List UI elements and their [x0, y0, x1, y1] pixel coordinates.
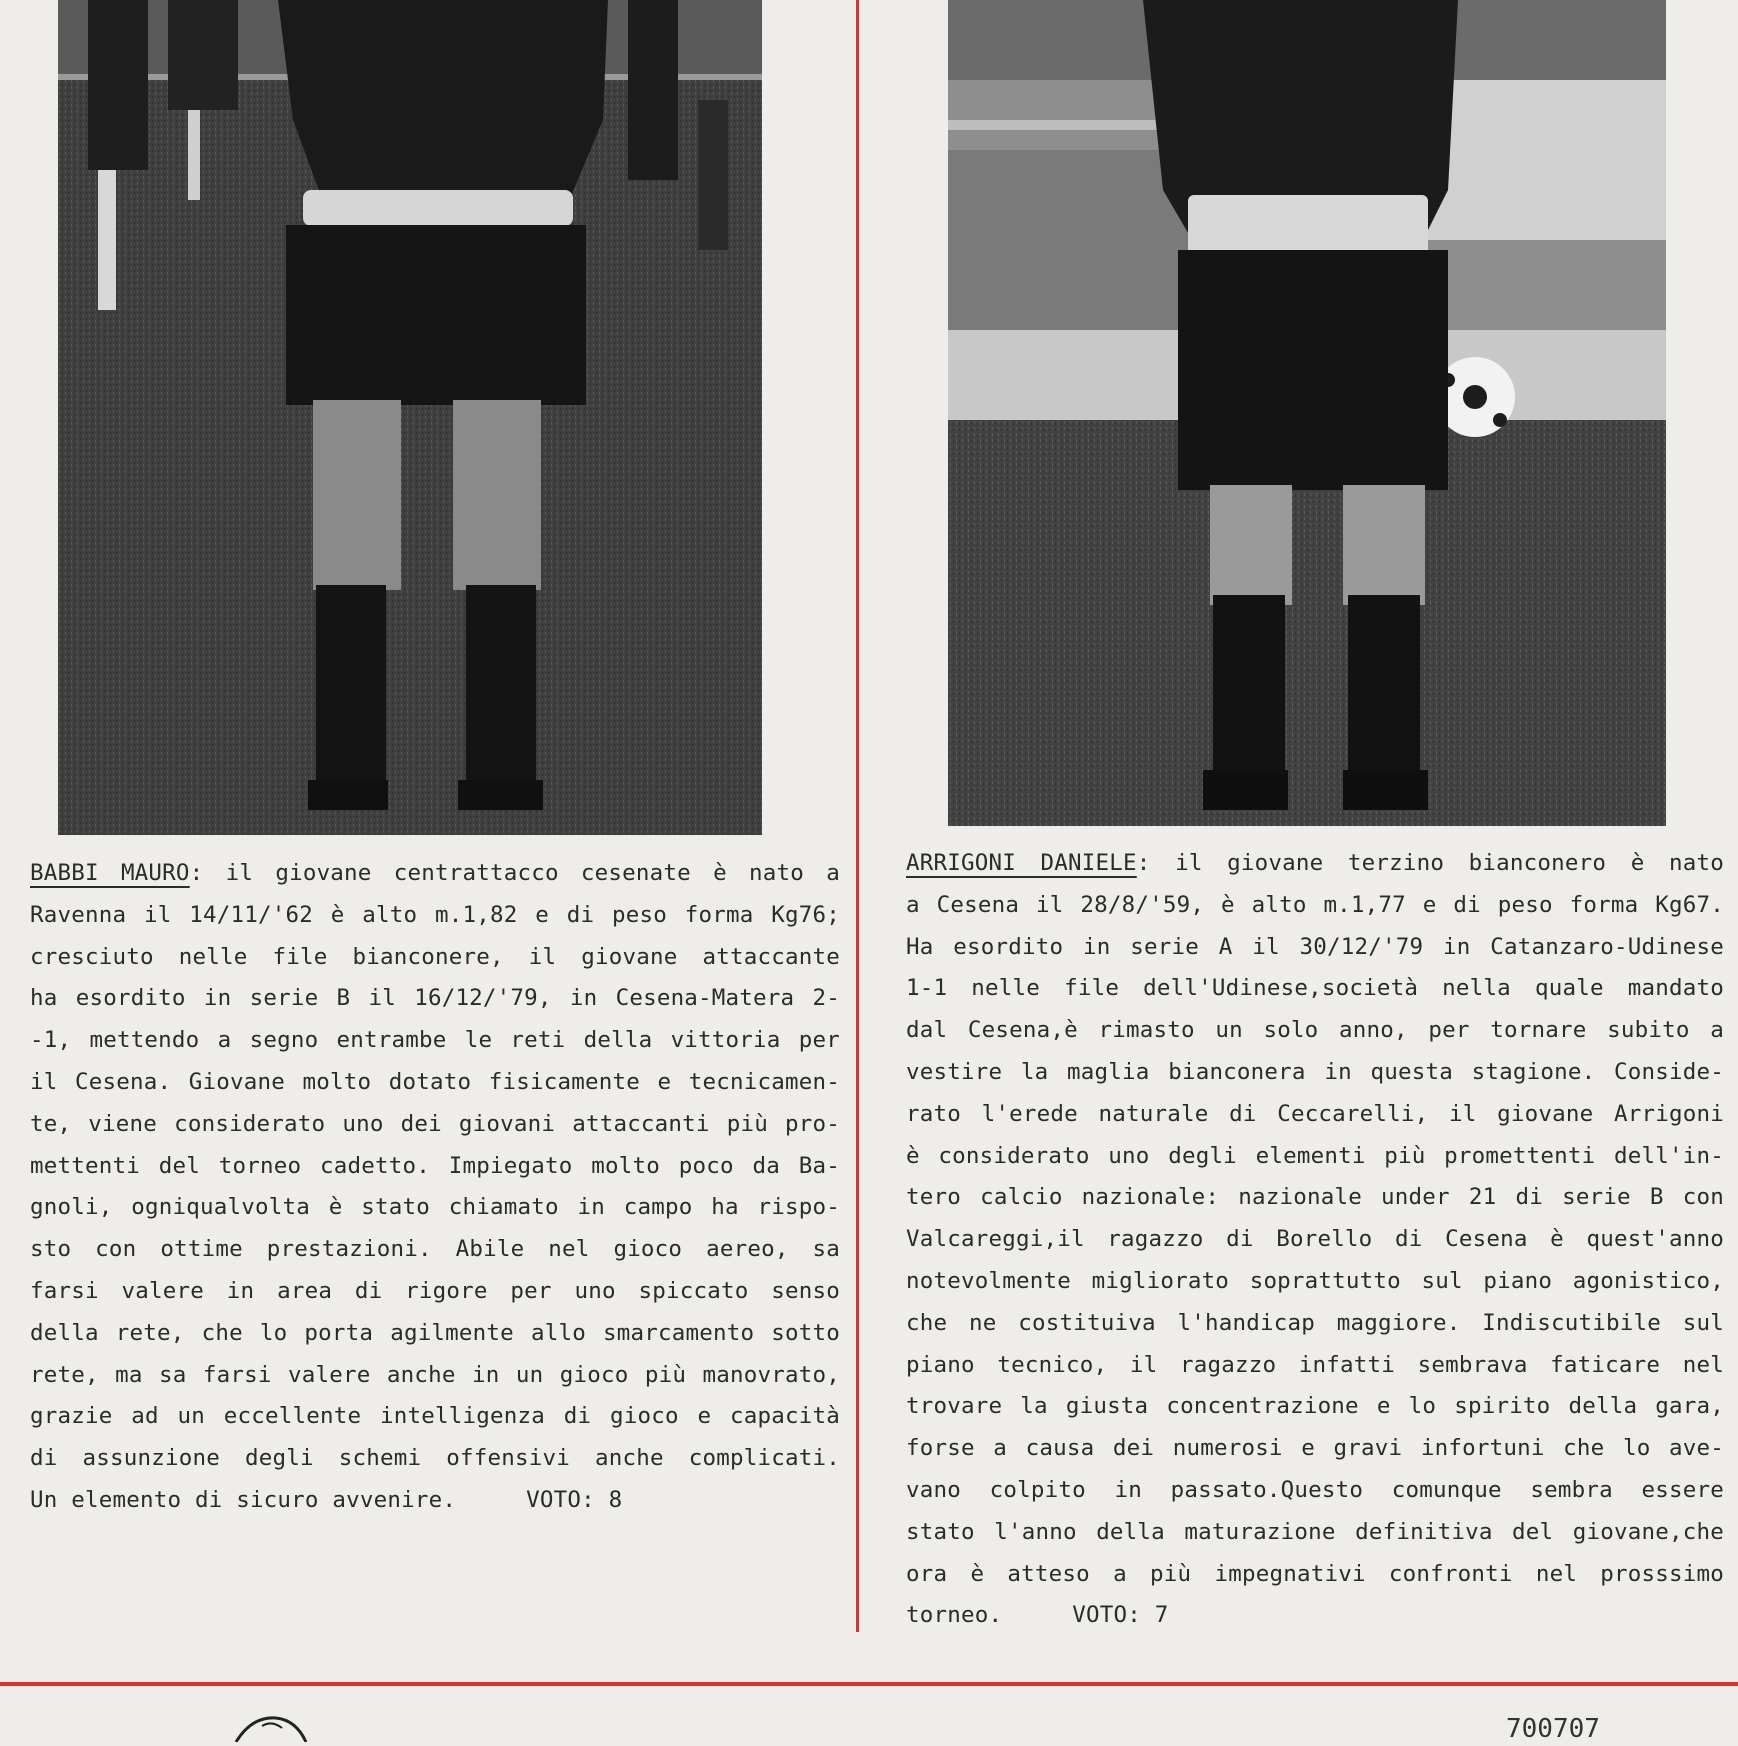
caption-line — [906, 968, 1724, 1010]
caption-text: cresciuto nelle file bianconere, il giovane attaccante — [30, 943, 840, 970]
caption-text: te, viene considerato uno dei giovani attaccanti più pro- — [30, 1110, 840, 1137]
caption-text: a Cesena il 28/8/'59, è alto m.1,77 e di peso forma Kg67. — [906, 891, 1724, 918]
caption-line — [30, 1313, 840, 1355]
caption-line — [30, 1187, 840, 1229]
caption-line — [30, 937, 840, 979]
caption-text: è considerato uno degli elementi più promettenti dell'in- — [906, 1142, 1724, 1169]
caption-line — [906, 1094, 1724, 1136]
caption-line — [30, 1020, 840, 1062]
footer-code: 700707 — [1506, 1714, 1600, 1744]
player-name: BABBI MAURO — [30, 860, 190, 886]
caption-text: trovare la giusta concentrazione e lo spirito della gara, — [906, 1393, 1724, 1420]
caption-text: notevolmente migliorato soprattutto sul piano agonistico, — [906, 1267, 1724, 1294]
caption-line — [906, 1554, 1724, 1596]
caption-line — [30, 1229, 840, 1271]
caption-line — [906, 885, 1724, 927]
caption-arrigoni-daniele — [906, 843, 1724, 1637]
caption-line — [906, 1303, 1724, 1345]
caption-line — [30, 1062, 840, 1104]
caption-line — [906, 1512, 1724, 1554]
caption-line — [906, 843, 1724, 885]
caption-line — [906, 1386, 1724, 1428]
caption-text: vano colpito in passato.Questo comunque sembra essere — [906, 1476, 1724, 1503]
caption-text: della rete, che lo porta agilmente allo smarcamento sotto — [30, 1319, 840, 1346]
vote-score: VOTO: 7 — [1072, 1602, 1169, 1629]
caption-line — [30, 895, 840, 937]
caption-text: : il giovane terzino bianconero è nato — [1136, 850, 1724, 876]
caption-line — [30, 1355, 840, 1397]
caption-line — [906, 1595, 1724, 1637]
caption-line — [30, 853, 840, 895]
caption-line — [30, 978, 840, 1020]
caption-text: Ha esordito in serie A il 30/12/'79 in Catanzaro-Udinese — [906, 933, 1724, 960]
caption-line — [906, 1219, 1724, 1261]
caption-line — [30, 1438, 840, 1480]
caption-line — [906, 1010, 1724, 1052]
player-photo-right — [948, 0, 1666, 826]
player-photo-left — [58, 0, 762, 835]
caption-text: il Cesena. Giovane molto dotato fisicamente e tecnicamen- — [30, 1068, 840, 1095]
photo-babbi-mauro — [58, 0, 762, 835]
caption-text: gnoli, ogniqualvolta è stato chiamato in campo ha rispo- — [30, 1194, 840, 1221]
caption-text: mettenti del torneo cadetto. Impiegato molto poco da Ba- — [30, 1152, 840, 1179]
vote-score: VOTO: 8 — [526, 1486, 623, 1513]
caption-text: farsi valere in area di rigore per uno spiccato senso — [30, 1277, 840, 1304]
caption-line — [30, 1271, 840, 1313]
caption-line — [906, 1470, 1724, 1512]
caption-line — [30, 1396, 840, 1438]
caption-text: Valcareggi,il ragazzo di Borello di Cesena è quest'anno — [906, 1226, 1724, 1253]
caption-line — [906, 1136, 1724, 1178]
caption-text: -1, mettendo a segno entrambe le reti della vittoria per — [30, 1027, 840, 1054]
caption-text: ha esordito in serie B il 16/12/'79, in Cesena-Matera 2- — [30, 985, 840, 1012]
caption-text: vestire la maglia bianconera in questa stagione. Conside- — [906, 1058, 1724, 1085]
caption-text: : il giovane centrattacco cesenate è nato a — [189, 860, 840, 886]
caption-line — [906, 1177, 1724, 1219]
caption-text: piano tecnico, il ragazzo infatti sembrava faticare nel — [906, 1351, 1724, 1378]
caption-text: torneo. — [906, 1602, 1003, 1629]
caption-text: forse a causa dei numerosi e gravi infortuni che lo ave- — [906, 1435, 1724, 1462]
caption-line — [906, 1345, 1724, 1387]
caption-text: di assunzione degli schemi offensivi anche complicati. — [30, 1445, 840, 1472]
caption-text: sto con ottime prestazioni. Abile nel gioco aereo, sa — [30, 1236, 840, 1263]
caption-text: grazie ad un eccellente intelligenza di gioco e capacità — [30, 1403, 840, 1430]
caption-text: ora è atteso a più impegnativi confronti nel prosssimo — [906, 1560, 1724, 1587]
caption-line — [30, 1146, 840, 1188]
caption-text: rato l'erede naturale di Ceccarelli, il giovane Arrigoni — [906, 1100, 1724, 1127]
caption-text: dal Cesena,è rimasto un solo anno, per tornare subito a — [906, 1017, 1724, 1044]
caption-line — [906, 1052, 1724, 1094]
caption-babbi-mauro — [30, 853, 840, 1522]
caption-text: tero calcio nazionale: nazionale under 21 di serie B con — [906, 1184, 1724, 1211]
caption-line — [30, 1104, 840, 1146]
caption-text: 1-1 nelle file dell'Udinese,società nella quale mandato — [906, 975, 1724, 1002]
caption-line — [906, 1261, 1724, 1303]
caption-text: Ravenna il 14/11/'62 è alto m.1,82 e di peso forma Kg76; — [30, 901, 840, 928]
player-name: ARRIGONI DANIELE — [906, 850, 1137, 876]
caption-line — [30, 1480, 840, 1522]
caption-line — [906, 1428, 1724, 1470]
caption-line — [906, 927, 1724, 969]
caption-text: rete, ma sa farsi valere anche in un gioco più manovrato, — [30, 1361, 840, 1388]
caption-text: Un elemento di sicuro avvenire. — [30, 1486, 457, 1513]
red-bottom-rule — [0, 1682, 1738, 1686]
caption-text: stato l'anno della maturazione definitiva del giovane,che — [906, 1518, 1724, 1545]
caption-text: che ne costituiva l'handicap maggiore. Indiscutibile sul — [906, 1309, 1724, 1336]
red-column-divider — [856, 0, 859, 1632]
photo-arrigoni-daniele — [948, 0, 1666, 826]
